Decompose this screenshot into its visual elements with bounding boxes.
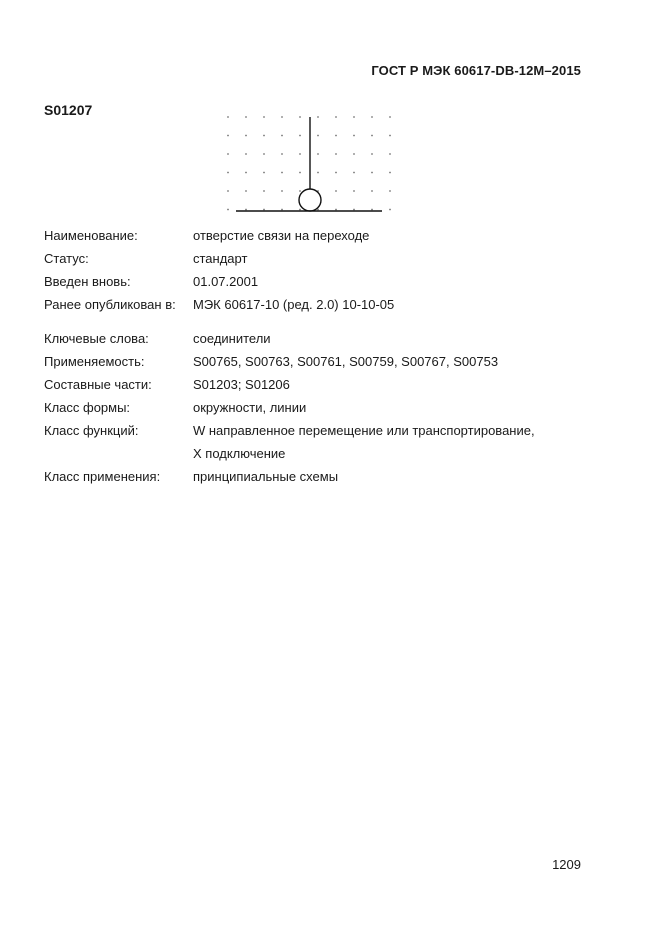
symbol-code: S01207 <box>44 102 93 118</box>
field-label: Класс формы: <box>44 400 131 415</box>
field-value: отверстие связи на переходе <box>193 228 370 243</box>
field-label: Наименование: <box>44 228 138 243</box>
field-label: Статус: <box>44 251 89 266</box>
field-value: принципиальные схемы <box>193 469 339 484</box>
field-label: Введен вновь: <box>44 274 131 289</box>
field-value: 01.07.2001 <box>193 274 259 289</box>
field-value: X подключение <box>193 446 286 461</box>
field-value: W направленное перемещение или транспортирование, <box>193 423 535 438</box>
field-label: Применяемость: <box>44 354 145 369</box>
document-header: ГОСТ Р МЭК 60617-DB-12M–2015 <box>371 63 581 78</box>
field-label: Класс применения: <box>44 469 161 484</box>
field-label: Составные части: <box>44 377 152 392</box>
field-value: стандарт <box>193 251 248 266</box>
field-label: Класс функций: <box>44 423 139 438</box>
page-number: 1209 <box>552 857 581 872</box>
connection-hole-symbol-icon <box>222 103 402 225</box>
field-value: соединители <box>193 331 271 346</box>
field-value: S00765, S00763, S00761, S00759, S00767, S00753 <box>193 354 499 369</box>
field-label: Ранее опубликован в: <box>44 297 176 312</box>
field-value: окружности, линии <box>193 400 307 415</box>
field-value: S01203; S01206 <box>193 377 290 392</box>
field-value: МЭК 60617-10 (ред. 2.0) 10-10-05 <box>193 297 395 312</box>
field-label: Ключевые слова: <box>44 331 149 346</box>
